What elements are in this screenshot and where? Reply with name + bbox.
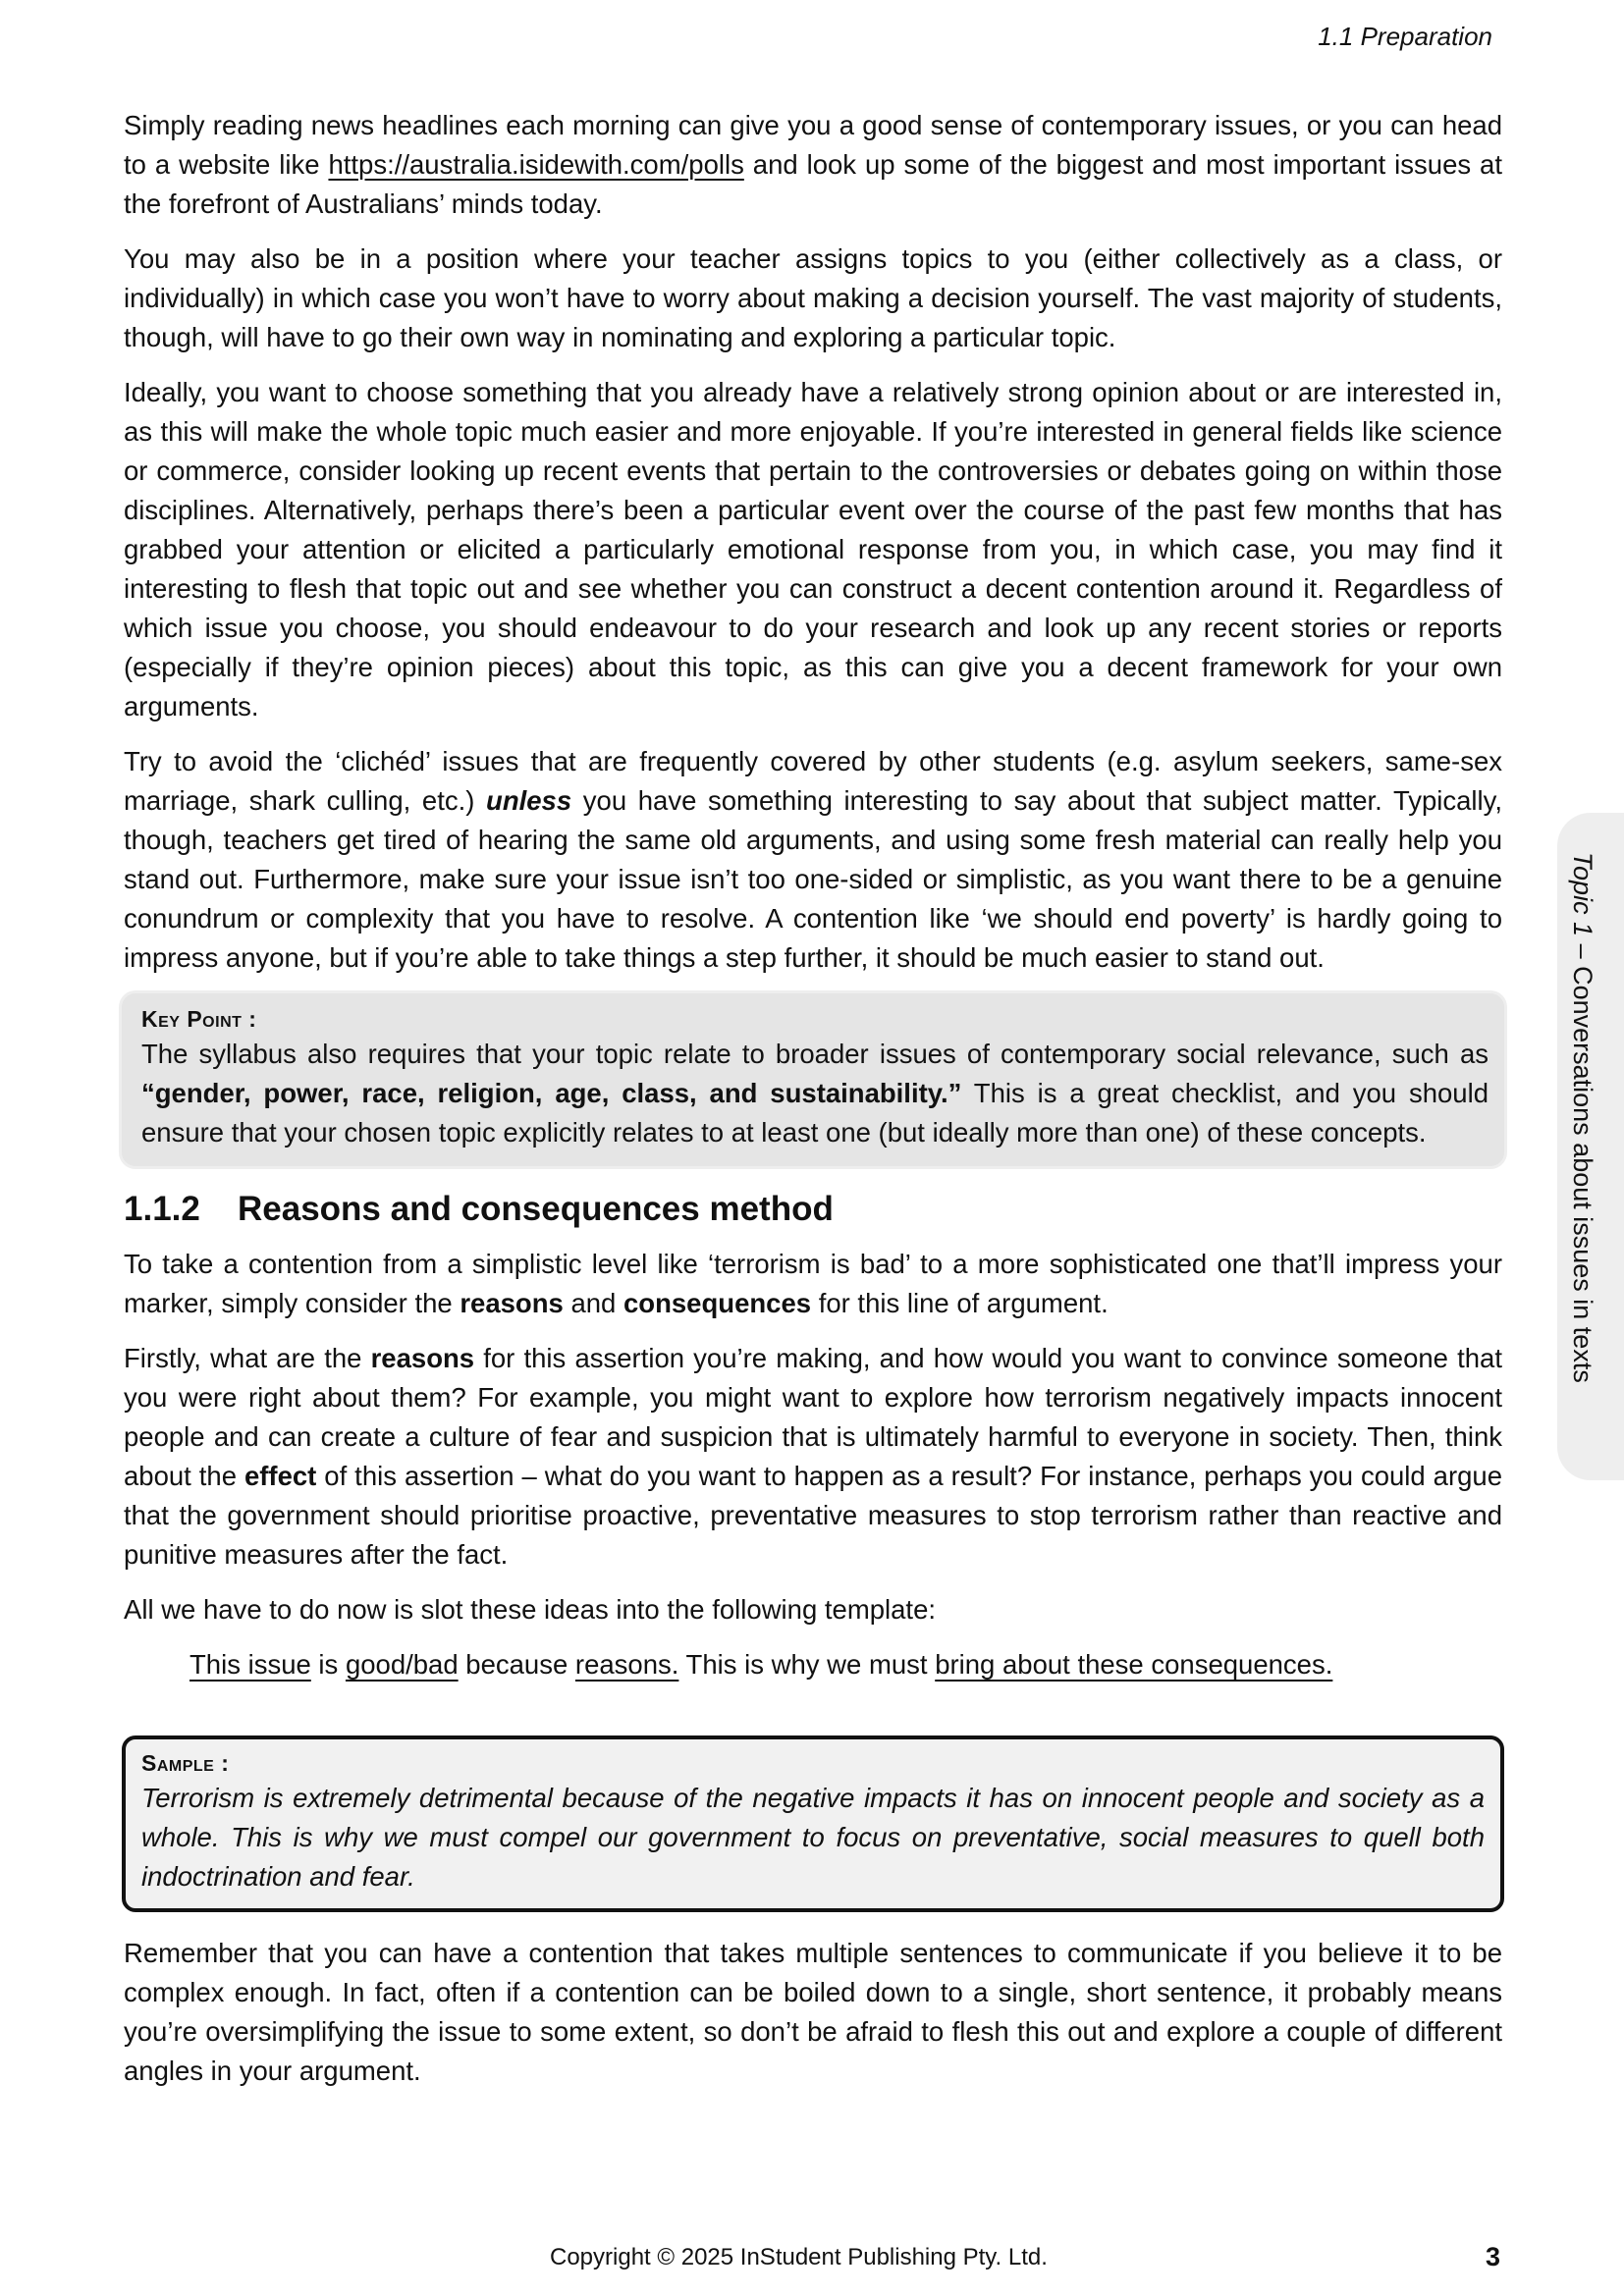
text: This is why we must — [678, 1649, 936, 1680]
paragraph-choose-topic: Ideally, you want to choose something that you already have a relatively strong opinion about or are interested in, as this will make the whole topic much easier and more enjoyable. If you’re interested in general fields like science or commerce, consider looking up recent events that pertain to the controversies or debates going on within those disciplines. Alternatively, perhaps there’s been a particular event over the course of the past few months that has grabbed your attention or elicited a particularly emotional response from you, in which case, you may find it interesting to flesh that topic out and see whether you can construct a decent contention around it. Regardless of which issue you choose, you should endeavour to do your research and look up any recent stories or reports (especially if they’re opinion pieces) about this topic, as this can give you a decent framework for your own arguments. — [124, 377, 1502, 721]
sample-box — [122, 1735, 1504, 1912]
side-tab-topic: Topic 1 — [1568, 852, 1597, 937]
paragraph-contention-intro — [124, 1245, 1502, 1323]
key-point-label: Key Point : — [141, 1006, 257, 1032]
paragraph-closing: Remember that you can have a contention that takes multiple sentences to communicate if you believe it to be complex enough. In fact, often if a contention can be boiled down to a single, short sentence, it probably means you’re oversimplifying the issue to some extent, so don’t be afraid to flesh this out and explore a couple of different angles in your argument. — [124, 1938, 1502, 2086]
paragraph-avoid-cliches — [124, 742, 1502, 978]
side-tab-separator: – — [1568, 936, 1597, 967]
text: for this assertion you’re making, and how would you want to convince someone that you were right about them? For example, you might want to explore how terrorism negatively impacts innocent people and can create a culture of fear and suspicion that is ultimately harmful to everyone in society. Then, think about the — [124, 1343, 1502, 1491]
text: Firstly, what are the — [124, 1343, 371, 1373]
text: The syllabus also requires that your topic relate to broader issues of contemporary social relevance, such as — [141, 1039, 1489, 1069]
emphasis-unless: unless — [486, 785, 572, 816]
bold-consequences: consequences — [623, 1288, 812, 1318]
template-blank-consequences: bring about these consequences. — [935, 1649, 1333, 1680]
page-number: 3 — [1485, 2242, 1500, 2271]
key-point-box — [122, 993, 1504, 1166]
side-tab-title: Conversations about issues in texts — [1568, 966, 1597, 1383]
bold-effect: effect — [244, 1461, 317, 1491]
template-blank-issue: This issue — [189, 1649, 311, 1680]
text: This is a great checklist, and you should ensure that your chosen topic explicitly relates to at least one (but ideally more than one) of these concepts. — [141, 1078, 1489, 1148]
bold-reasons: reasons — [370, 1343, 475, 1373]
key-point-text — [141, 1035, 1489, 1152]
text: and — [563, 1288, 623, 1318]
bold-reasons: reasons — [460, 1288, 564, 1318]
text: Simply reading news headlines each morning can give you a good sense of contemporary issues, or you can head to a website like — [124, 110, 1502, 180]
text: of this assertion – what do you want to happen as a result? For instance, perhaps you could argue that the government should prioritise proactive, preventative measures to stop terrorism rather than reactive and punitive measures after the fact. — [124, 1461, 1502, 1570]
text: for this line of argument. — [811, 1288, 1109, 1318]
text: is — [310, 1649, 346, 1680]
template-blank-reasons: reasons. — [574, 1649, 679, 1680]
section-heading — [124, 1188, 1502, 1231]
footer-copyright: Copyright © 2025 InStudent Publishing Pty. Ltd. — [550, 2244, 1048, 2270]
paragraph-news-headlines — [124, 106, 1502, 224]
text: you have something interesting to say about that subject matter. Typically, though, teachers get tired of hearing the same old arguments, and using some fresh material can really help you stand out. Furthermore, make sure your issue isn’t too one-sided or simplistic, as you want there to be a genuine conundrum or complexity that you have to resolve. A contention like ‘we should end poverty’ is hardly going to impress anyone, but if you’re able to take things a step further, it should be much easier to stand out. — [124, 785, 1502, 973]
isidewith-link[interactable]: https://australia.isidewith.com/polls — [328, 149, 744, 180]
text: because — [458, 1649, 575, 1680]
section-number: 1.1.2 — [124, 1190, 200, 1228]
paragraph-teacher-assigns: You may also be in a position where your teacher assigns topics to you (either collectively as a class, or individually) in which case you won’t have to worry about making a decision yourself. The vast majority of students, though, will have to go their own way in nominating and exploring a particular topic. — [124, 243, 1502, 352]
paragraph-reasons-effect — [124, 1339, 1502, 1575]
running-header: 1.1 Preparation — [1318, 22, 1492, 51]
text: Try to avoid the ‘clichéd’ issues that are frequently covered by other students (e.g. asylum seekers, same-sex marriage, shark culling, etc.) — [124, 746, 1502, 816]
template-blank-goodbad: good/bad — [345, 1649, 459, 1680]
contention-template — [124, 1645, 1502, 1684]
text: To take a contention from a simplistic level like ‘terrorism is bad’ to a more sophisticated one that’ll impress your marker, simply consider the — [124, 1249, 1502, 1318]
paragraph-template-intro: All we have to do now is slot these ideas into the following template: — [124, 1594, 937, 1625]
page-body — [124, 106, 1502, 2107]
sample-text: Terrorism is extremely detrimental because of the negative impacts it has on innocent people and society as a whole. This is why we must compel our government to focus on preventative, social measures to quell both indoctrination and fear. — [141, 1783, 1485, 1892]
side-tab-label — [1567, 852, 1597, 1383]
section-title: Reasons and consequences method — [238, 1190, 834, 1228]
sample-label: Sample : — [141, 1750, 230, 1776]
key-point-bold: “gender, power, race, religion, age, class, and sustainability.” — [141, 1078, 962, 1108]
text: and look up some of the biggest and most important issues at the forefront of Australians’ minds today. — [124, 149, 1502, 219]
